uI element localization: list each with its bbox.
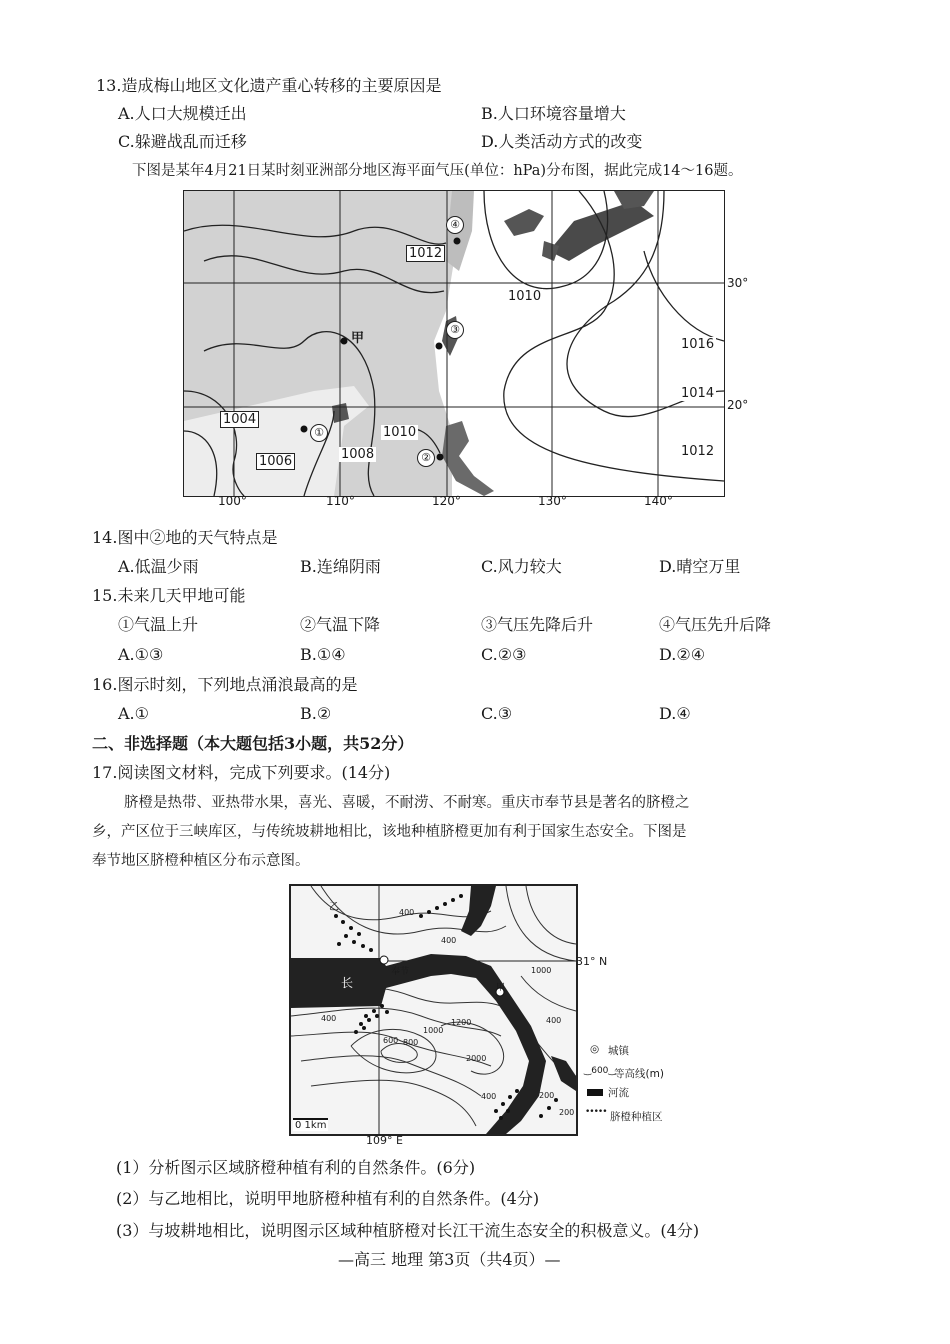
contour-label: 1000 — [423, 1026, 444, 1035]
section-heading: 二、非选择题（本大题包括3小题，共52分） — [92, 734, 414, 753]
q14-option-b: B.连绵阴雨 — [300, 557, 381, 576]
q16-stem: 16.图示时刻，下列地点涌浪最高的是 — [92, 675, 358, 694]
q15-statement-3: ③气压先降后升 — [481, 615, 594, 634]
place-4: ④ — [446, 216, 464, 234]
isobar-label-1010-south: 1010 — [383, 425, 417, 440]
page-footer: —高三 地理 第3页（共4页）— — [338, 1250, 561, 1269]
contour-label: 400 — [399, 908, 415, 917]
q17-paragraph-line1: 脐橙是热带、亚热带水果，喜光、喜暖，不耐涝、不耐寒。重庆市奉节县是著名的脐橙之 — [124, 795, 690, 811]
isobar-label-1004: 1004 — [220, 411, 259, 428]
map2-yi: 乙 — [329, 902, 339, 913]
legend-orange-icon: ••••• — [585, 1107, 607, 1117]
q13-stem: 13.造成梅山地区文化遗产重心转移的主要原因是 — [96, 76, 442, 95]
map2-changjiang: 长 — [341, 976, 354, 990]
q17-stem: 17.阅读图文材料，完成下列要求。(14分) — [92, 763, 391, 782]
q14-option-a: A.低温少雨 — [118, 557, 199, 576]
q16-option-d: D.④ — [659, 704, 691, 723]
q13-option-d: D.人类活动方式的改变 — [481, 132, 643, 151]
pressure-map-drawing — [184, 191, 724, 496]
isobar-label-1006: 1006 — [256, 453, 295, 470]
map2-scale-bar: 0 1km — [295, 1120, 327, 1131]
pressure-map — [183, 190, 725, 497]
isobar-label-1012-north: 1012 — [406, 245, 445, 262]
q15-option-a: A.①③ — [118, 645, 164, 664]
q14-stem: 14.图中②地的天气特点是 — [92, 528, 278, 547]
map2-jia: 甲 — [496, 983, 506, 993]
contour-label: 1200 — [451, 1018, 472, 1027]
q15-statement-1: ①气温上升 — [118, 615, 199, 634]
lon-label-130: 130° — [538, 494, 567, 508]
contour-label: 200 — [539, 1091, 555, 1100]
lat-label-30: 30° — [727, 276, 749, 290]
q15-stem: 15.未来几天甲地可能 — [92, 586, 246, 605]
q17-paragraph-line2: 乡，产区位于三峡库区，与传统坡耕地相比，该地种植脐橙更加有利于国家生态安全。下图是 — [92, 824, 687, 840]
q15-statement-4: ④气压先升后降 — [659, 615, 772, 634]
q14-option-d: D.晴空万里 — [659, 557, 741, 576]
q15-option-d: D.②④ — [659, 645, 706, 664]
contour-label: 1000 — [531, 966, 552, 975]
lon-label-120: 120° — [432, 494, 461, 508]
q15-statement-2: ②气温下降 — [300, 615, 381, 634]
legend-contour-label: 等高线(m) — [614, 1068, 664, 1080]
contour-label: 400 — [546, 1016, 562, 1025]
isobar-label-1012-south: 1012 — [681, 444, 715, 459]
map2-fengjie: 奉节 — [391, 967, 410, 977]
q13-option-b: B.人口环境容量增大 — [481, 104, 626, 123]
map1-intro: 下图是某年4月21日某时刻亚洲部分地区海平面气压(单位：hPa)分布图，据此完成14～16题。 — [132, 163, 743, 179]
lon-label-110: 110° — [326, 494, 355, 508]
place-3: ③ — [446, 321, 464, 339]
isobar-label-1008: 1008 — [341, 447, 375, 462]
map2-lat-label: 31° N — [576, 955, 608, 968]
q17-sub3: (3）与坡耕地相比，说明图示区域种植脐橙对长江干流生态安全的积极意义。(4分) — [116, 1221, 700, 1240]
q16-option-b: B.② — [300, 704, 332, 723]
q16-option-c: C.③ — [481, 704, 513, 723]
contour-label: 400 — [321, 1014, 337, 1023]
lon-label-140: 140° — [644, 494, 673, 508]
lon-label-100: 100° — [218, 494, 247, 508]
contour-label: 200 — [559, 1108, 575, 1117]
contour-label: 600 — [383, 1036, 399, 1045]
q17-sub2: (2）与乙地相比，说明甲地脐橙种植有利的自然条件。(4分) — [116, 1189, 540, 1208]
orange-map-drawing — [291, 886, 576, 1134]
contour-label: 400 — [441, 936, 457, 945]
contour-label: 800 — [403, 1038, 419, 1047]
legend-town-icon: ◎ — [590, 1043, 600, 1055]
isobar-label-1010-east: 1010 — [508, 289, 542, 304]
lat-label-20: 20° — [727, 398, 749, 412]
isobar-label-1016: 1016 — [681, 337, 715, 352]
place-2: ② — [417, 449, 435, 467]
place-jia: 甲 — [351, 331, 365, 346]
q14-option-c: C.风力较大 — [481, 557, 562, 576]
place-1: ① — [310, 424, 328, 442]
legend-contour-icon: ‿600‿ — [584, 1066, 616, 1076]
legend-town-label: 城镇 — [608, 1045, 629, 1057]
q13-option-c: C.躲避战乱而迁移 — [118, 132, 247, 151]
contour-label: 400 — [481, 1092, 497, 1101]
q15-option-b: B.①④ — [300, 645, 346, 664]
q13-option-a: A.人口大规模迁出 — [118, 104, 247, 123]
q17-sub1: (1）分析图示区域脐橙种植有利的自然条件。(6分) — [116, 1158, 476, 1177]
q16-option-a: A.① — [118, 704, 149, 723]
q17-paragraph-line3: 奉节地区脐橙种植区分布示意图。 — [92, 853, 310, 869]
map2-lon-label: 109° E — [366, 1134, 403, 1147]
isobar-label-1014: 1014 — [681, 386, 715, 401]
legend-orange-label: 脐橙种植区 — [610, 1111, 663, 1123]
q15-option-c: C.②③ — [481, 645, 527, 664]
legend-river-icon — [587, 1089, 603, 1096]
orange-area-map — [289, 884, 578, 1136]
contour-label: 2000 — [466, 1054, 487, 1063]
legend-river-label: 河流 — [608, 1087, 629, 1099]
